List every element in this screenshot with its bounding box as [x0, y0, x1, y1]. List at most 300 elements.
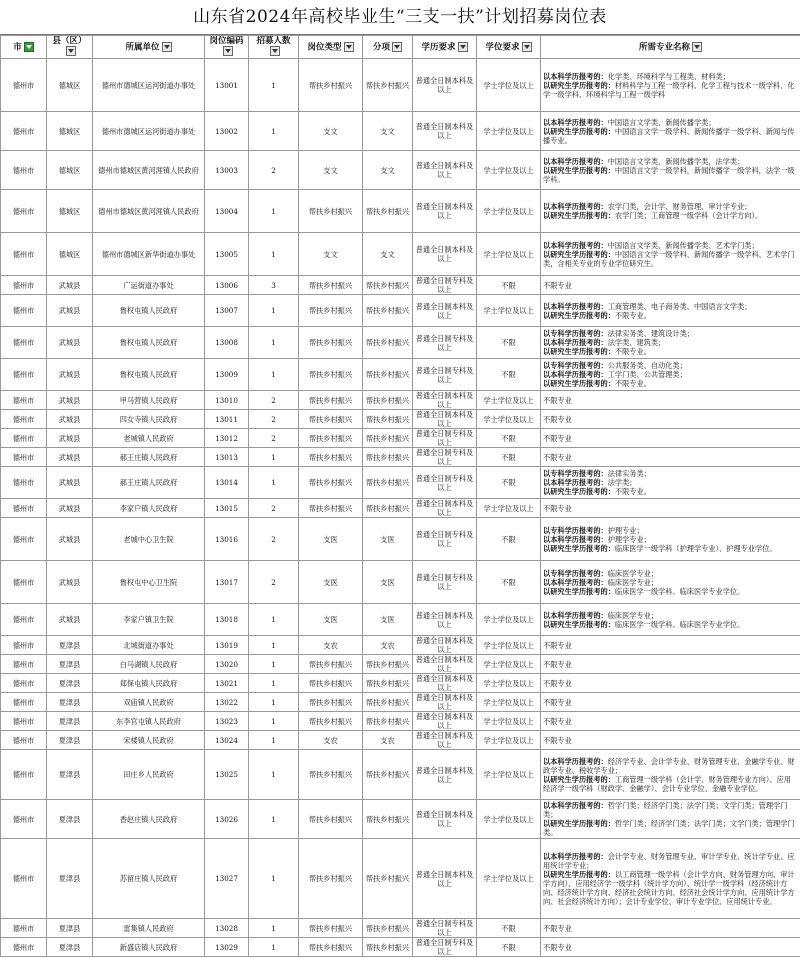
cell-code[interactable]: 13019: [205, 636, 249, 655]
cell-code[interactable]: 13027: [205, 839, 249, 919]
cell-city[interactable]: 德州市: [1, 750, 47, 800]
cell-edu[interactable]: 普通全日制本科及以上: [413, 295, 477, 327]
cell-edu[interactable]: 普通全日制专科及以上: [413, 429, 477, 448]
cell-city[interactable]: 德州市: [1, 391, 47, 410]
cell-major[interactable]: [541, 327, 800, 359]
cell-sub[interactable]: 帮扶乡村振兴: [363, 59, 413, 112]
cell-city[interactable]: 德州市: [1, 276, 47, 295]
cell-county[interactable]: 武城县: [47, 391, 93, 410]
cell-county[interactable]: 武城县: [47, 429, 93, 448]
cell-city[interactable]: 德州市: [1, 112, 47, 151]
cell-county[interactable]: 武城县: [47, 295, 93, 327]
cell-unit[interactable]: 郝王庄镇人民政府: [93, 467, 205, 499]
cell-count[interactable]: 1: [249, 693, 299, 712]
filter-dropdown-icon[interactable]: [270, 46, 280, 56]
cell-major[interactable]: [541, 693, 800, 712]
cell-unit[interactable]: 鲁权屯镇人民政府: [93, 295, 205, 327]
cell-edu[interactable]: 普通全日制专科及以上: [413, 467, 477, 499]
cell-county[interactable]: 夏津县: [47, 731, 93, 750]
cell-code[interactable]: 13007: [205, 295, 249, 327]
cell-degree[interactable]: 学士学位及以上: [477, 800, 541, 839]
cell-county[interactable]: 夏津县: [47, 839, 93, 919]
cell-count[interactable]: 2: [249, 561, 299, 604]
cell-major[interactable]: [541, 429, 800, 448]
cell-unit[interactable]: 宋楼镇人民政府: [93, 731, 205, 750]
cell-type[interactable]: 支农: [299, 636, 363, 655]
cell-count[interactable]: 1: [249, 295, 299, 327]
cell-sub[interactable]: 帮扶乡村振兴: [363, 674, 413, 693]
cell-edu[interactable]: 普通全日制本科及以上: [413, 233, 477, 276]
cell-count[interactable]: 2: [249, 499, 299, 518]
cell-degree[interactable]: 学士学位及以上: [477, 233, 541, 276]
cell-county[interactable]: 武城县: [47, 276, 93, 295]
cell-sub[interactable]: 帮扶乡村振兴: [363, 499, 413, 518]
cell-major[interactable]: [541, 636, 800, 655]
cell-city[interactable]: 德州市: [1, 151, 47, 190]
cell-edu[interactable]: 普通全日制本科及以上: [413, 693, 477, 712]
cell-code[interactable]: 13015: [205, 499, 249, 518]
cell-type[interactable]: 帮扶乡村振兴: [299, 839, 363, 919]
filter-dropdown-icon[interactable]: [66, 46, 76, 56]
cell-sub[interactable]: 帮扶乡村振兴: [363, 467, 413, 499]
cell-city[interactable]: 德州市: [1, 499, 47, 518]
cell-unit[interactable]: 德州市德城区运河街道办事处: [93, 59, 205, 112]
cell-type[interactable]: 帮扶乡村振兴: [299, 327, 363, 359]
cell-type[interactable]: 支文: [299, 112, 363, 151]
cell-code[interactable]: 13025: [205, 750, 249, 800]
cell-count[interactable]: 1: [249, 190, 299, 233]
cell-county[interactable]: 武城县: [47, 359, 93, 391]
cell-code[interactable]: 13022: [205, 693, 249, 712]
filter-dropdown-icon[interactable]: [522, 42, 532, 52]
cell-code[interactable]: 13011: [205, 410, 249, 429]
cell-count[interactable]: 2: [249, 410, 299, 429]
cell-type[interactable]: 支医: [299, 604, 363, 636]
cell-unit[interactable]: 老城中心卫生院: [93, 518, 205, 561]
cell-degree[interactable]: 学士学位及以上: [477, 693, 541, 712]
cell-sub[interactable]: 帮扶乡村振兴: [363, 359, 413, 391]
cell-count[interactable]: 1: [249, 919, 299, 938]
cell-code[interactable]: 13003: [205, 151, 249, 190]
cell-count[interactable]: 1: [249, 712, 299, 731]
cell-sub[interactable]: 帮扶乡村振兴: [363, 919, 413, 938]
cell-unit[interactable]: 德州市德城区新华街道办事处: [93, 233, 205, 276]
cell-code[interactable]: 13002: [205, 112, 249, 151]
cell-county[interactable]: 德城区: [47, 151, 93, 190]
cell-count[interactable]: 1: [249, 359, 299, 391]
cell-code[interactable]: 13020: [205, 655, 249, 674]
cell-unit[interactable]: 北城街道办事处: [93, 636, 205, 655]
cell-major[interactable]: [541, 655, 800, 674]
cell-type[interactable]: 支文: [299, 233, 363, 276]
cell-code[interactable]: 13005: [205, 233, 249, 276]
cell-degree[interactable]: 学士学位及以上: [477, 59, 541, 112]
cell-city[interactable]: 德州市: [1, 919, 47, 938]
cell-city[interactable]: 德州市: [1, 467, 47, 499]
cell-edu[interactable]: 普通全日制本科及以上: [413, 112, 477, 151]
cell-sub[interactable]: 支医: [363, 604, 413, 636]
cell-code[interactable]: 13023: [205, 712, 249, 731]
cell-city[interactable]: 德州市: [1, 429, 47, 448]
header-type[interactable]: 岗位类型: [299, 36, 363, 59]
cell-county[interactable]: 夏津县: [47, 800, 93, 839]
cell-type[interactable]: 支农: [299, 731, 363, 750]
cell-major[interactable]: [541, 467, 800, 499]
cell-city[interactable]: 德州市: [1, 448, 47, 467]
cell-edu[interactable]: 普通全日制本科及以上: [413, 59, 477, 112]
cell-major[interactable]: [541, 190, 800, 233]
filter-dropdown-icon[interactable]: [692, 42, 702, 52]
cell-edu[interactable]: 普通全日制专科及以上: [413, 919, 477, 938]
cell-sub[interactable]: 帮扶乡村振兴: [363, 800, 413, 839]
cell-unit[interactable]: 德州市德城区运河街道办事处: [93, 112, 205, 151]
cell-degree[interactable]: 学士学位及以上: [477, 731, 541, 750]
cell-degree[interactable]: 不限: [477, 919, 541, 938]
cell-code[interactable]: 13008: [205, 327, 249, 359]
cell-city[interactable]: 德州市: [1, 800, 47, 839]
cell-type[interactable]: 帮扶乡村振兴: [299, 655, 363, 674]
cell-edu[interactable]: 普通全日制本科及以上: [413, 410, 477, 429]
cell-degree[interactable]: 不限: [477, 276, 541, 295]
header-edu[interactable]: 学历要求: [413, 36, 477, 59]
cell-degree[interactable]: 学士学位及以上: [477, 750, 541, 800]
cell-type[interactable]: 帮扶乡村振兴: [299, 800, 363, 839]
cell-code[interactable]: 13001: [205, 59, 249, 112]
cell-type[interactable]: 帮扶乡村振兴: [299, 919, 363, 938]
cell-degree[interactable]: 不限: [477, 359, 541, 391]
cell-unit[interactable]: 双庙镇人民政府: [93, 693, 205, 712]
cell-edu[interactable]: 普通全日制本科及以上: [413, 674, 477, 693]
cell-city[interactable]: 德州市: [1, 518, 47, 561]
cell-degree[interactable]: 不限: [477, 518, 541, 561]
cell-type[interactable]: 帮扶乡村振兴: [299, 674, 363, 693]
cell-sub[interactable]: 帮扶乡村振兴: [363, 712, 413, 731]
cell-major[interactable]: [541, 561, 800, 604]
cell-sub[interactable]: 支文: [363, 233, 413, 276]
cell-county[interactable]: 武城县: [47, 327, 93, 359]
cell-unit[interactable]: 甲马营镇人民政府: [93, 391, 205, 410]
cell-degree[interactable]: 学士学位及以上: [477, 391, 541, 410]
cell-count[interactable]: 1: [249, 636, 299, 655]
cell-edu[interactable]: 普通全日制专科及以上: [413, 359, 477, 391]
cell-unit[interactable]: 新盛店镇人民政府: [93, 938, 205, 957]
cell-type[interactable]: 帮扶乡村振兴: [299, 499, 363, 518]
filter-dropdown-icon[interactable]: [223, 46, 233, 56]
cell-degree[interactable]: 学士学位及以上: [477, 410, 541, 429]
cell-city[interactable]: 德州市: [1, 295, 47, 327]
cell-sub[interactable]: 帮扶乡村振兴: [363, 655, 413, 674]
cell-count[interactable]: 1: [249, 604, 299, 636]
cell-type[interactable]: 帮扶乡村振兴: [299, 391, 363, 410]
cell-type[interactable]: 支文: [299, 151, 363, 190]
cell-county[interactable]: 武城县: [47, 561, 93, 604]
cell-edu[interactable]: 普通全日制本科及以上: [413, 636, 477, 655]
cell-type[interactable]: 支医: [299, 518, 363, 561]
cell-edu[interactable]: 普通全日制本科及以上: [413, 800, 477, 839]
header-code[interactable]: 岗位编码: [205, 36, 249, 59]
cell-sub[interactable]: 帮扶乡村振兴: [363, 750, 413, 800]
cell-edu[interactable]: 普通全日制本科及以上: [413, 151, 477, 190]
cell-major[interactable]: [541, 391, 800, 410]
cell-edu[interactable]: 普通全日制专科及以上: [413, 276, 477, 295]
cell-count[interactable]: 1: [249, 655, 299, 674]
cell-sub[interactable]: 帮扶乡村振兴: [363, 448, 413, 467]
cell-major[interactable]: [541, 359, 800, 391]
cell-major[interactable]: [541, 518, 800, 561]
cell-count[interactable]: 1: [249, 59, 299, 112]
cell-degree[interactable]: 不限: [477, 938, 541, 957]
cell-degree[interactable]: 不限: [477, 561, 541, 604]
header-sub[interactable]: 分项: [363, 36, 413, 59]
cell-unit[interactable]: 四女寺镇人民政府: [93, 410, 205, 429]
cell-sub[interactable]: 帮扶乡村振兴: [363, 190, 413, 233]
cell-type[interactable]: 帮扶乡村振兴: [299, 276, 363, 295]
cell-unit[interactable]: 鲁权屯中心卫生院: [93, 561, 205, 604]
cell-edu[interactable]: 普通全日制本科及以上: [413, 655, 477, 674]
cell-code[interactable]: 13029: [205, 938, 249, 957]
cell-city[interactable]: 德州市: [1, 731, 47, 750]
cell-degree[interactable]: 不限: [477, 448, 541, 467]
filter-dropdown-icon[interactable]: [162, 42, 172, 52]
cell-type[interactable]: 帮扶乡村振兴: [299, 750, 363, 800]
cell-degree[interactable]: 学士学位及以上: [477, 112, 541, 151]
cell-city[interactable]: 德州市: [1, 190, 47, 233]
cell-major[interactable]: [541, 674, 800, 693]
cell-type[interactable]: 帮扶乡村振兴: [299, 359, 363, 391]
filter-dropdown-icon[interactable]: [344, 42, 354, 52]
cell-major[interactable]: [541, 448, 800, 467]
cell-edu[interactable]: 普通全日制专科及以上: [413, 327, 477, 359]
cell-major[interactable]: [541, 712, 800, 731]
cell-major[interactable]: [541, 499, 800, 518]
cell-county[interactable]: 夏津县: [47, 674, 93, 693]
cell-degree[interactable]: 学士学位及以上: [477, 712, 541, 731]
cell-city[interactable]: 德州市: [1, 561, 47, 604]
cell-type[interactable]: 支医: [299, 561, 363, 604]
cell-unit[interactable]: 郑保屯镇人民政府: [93, 674, 205, 693]
cell-unit[interactable]: 雷集镇人民政府: [93, 919, 205, 938]
cell-major[interactable]: [541, 731, 800, 750]
cell-count[interactable]: 1: [249, 800, 299, 839]
cell-edu[interactable]: 普通全日制专科及以上: [413, 938, 477, 957]
cell-count[interactable]: 2: [249, 391, 299, 410]
cell-major[interactable]: [541, 839, 800, 919]
cell-city[interactable]: 德州市: [1, 839, 47, 919]
cell-count[interactable]: 1: [249, 233, 299, 276]
cell-edu[interactable]: 普通全日制本科及以上: [413, 604, 477, 636]
cell-unit[interactable]: 白马湖镇人民政府: [93, 655, 205, 674]
cell-county[interactable]: 武城县: [47, 448, 93, 467]
cell-type[interactable]: 帮扶乡村振兴: [299, 59, 363, 112]
cell-code[interactable]: 13028: [205, 919, 249, 938]
header-unit[interactable]: 所属单位: [93, 36, 205, 59]
cell-sub[interactable]: 支农: [363, 636, 413, 655]
cell-city[interactable]: 德州市: [1, 693, 47, 712]
cell-unit[interactable]: 鲁权屯镇人民政府: [93, 359, 205, 391]
cell-major[interactable]: [541, 919, 800, 938]
cell-city[interactable]: 德州市: [1, 327, 47, 359]
cell-edu[interactable]: 普通全日制本科及以上: [413, 712, 477, 731]
cell-degree[interactable]: 学士学位及以上: [477, 655, 541, 674]
cell-degree[interactable]: 学士学位及以上: [477, 604, 541, 636]
cell-type[interactable]: 帮扶乡村振兴: [299, 410, 363, 429]
cell-sub[interactable]: 支文: [363, 112, 413, 151]
cell-code[interactable]: 13006: [205, 276, 249, 295]
cell-major[interactable]: [541, 410, 800, 429]
cell-unit[interactable]: 郝王庄镇人民政府: [93, 448, 205, 467]
cell-type[interactable]: 帮扶乡村振兴: [299, 467, 363, 499]
cell-degree[interactable]: 学士学位及以上: [477, 636, 541, 655]
cell-code[interactable]: 13024: [205, 731, 249, 750]
cell-county[interactable]: 夏津县: [47, 712, 93, 731]
cell-code[interactable]: 13026: [205, 800, 249, 839]
cell-edu[interactable]: 普通全日制本科及以上: [413, 839, 477, 919]
cell-sub[interactable]: 帮扶乡村振兴: [363, 693, 413, 712]
cell-major[interactable]: [541, 233, 800, 276]
cell-sub[interactable]: 支文: [363, 151, 413, 190]
cell-degree[interactable]: 不限: [477, 429, 541, 448]
cell-code[interactable]: 13018: [205, 604, 249, 636]
cell-major[interactable]: [541, 112, 800, 151]
cell-county[interactable]: 武城县: [47, 518, 93, 561]
cell-count[interactable]: 1: [249, 467, 299, 499]
cell-county[interactable]: 武城县: [47, 604, 93, 636]
cell-unit[interactable]: 老城镇人民政府: [93, 429, 205, 448]
cell-type[interactable]: 帮扶乡村振兴: [299, 938, 363, 957]
cell-county[interactable]: 夏津县: [47, 636, 93, 655]
filter-active-icon[interactable]: [24, 42, 34, 52]
cell-sub[interactable]: 支医: [363, 518, 413, 561]
header-city[interactable]: 市: [1, 36, 47, 59]
cell-count[interactable]: 1: [249, 327, 299, 359]
cell-code[interactable]: 13004: [205, 190, 249, 233]
filter-dropdown-icon[interactable]: [392, 42, 402, 52]
cell-type[interactable]: 帮扶乡村振兴: [299, 190, 363, 233]
cell-count[interactable]: 1: [249, 112, 299, 151]
cell-sub[interactable]: 帮扶乡村振兴: [363, 295, 413, 327]
cell-count[interactable]: 2: [249, 429, 299, 448]
cell-sub[interactable]: 帮扶乡村振兴: [363, 276, 413, 295]
cell-code[interactable]: 13010: [205, 391, 249, 410]
cell-sub[interactable]: 支农: [363, 731, 413, 750]
cell-city[interactable]: 德州市: [1, 712, 47, 731]
cell-count[interactable]: 1: [249, 731, 299, 750]
cell-county[interactable]: 德城区: [47, 233, 93, 276]
cell-sub[interactable]: 帮扶乡村振兴: [363, 391, 413, 410]
cell-count[interactable]: 1: [249, 750, 299, 800]
cell-degree[interactable]: 学士学位及以上: [477, 295, 541, 327]
cell-unit[interactable]: 香赵庄镇人民政府: [93, 800, 205, 839]
cell-degree[interactable]: 不限: [477, 327, 541, 359]
cell-degree[interactable]: 学士学位及以上: [477, 499, 541, 518]
cell-unit[interactable]: 田庄乡人民政府: [93, 750, 205, 800]
cell-count[interactable]: 1: [249, 839, 299, 919]
cell-edu[interactable]: 普通全日制本科及以上: [413, 750, 477, 800]
cell-edu[interactable]: 普通全日制本科及以上: [413, 731, 477, 750]
filter-dropdown-icon[interactable]: [458, 42, 468, 52]
cell-city[interactable]: 德州市: [1, 59, 47, 112]
cell-unit[interactable]: 李家户镇人民政府: [93, 499, 205, 518]
cell-count[interactable]: 1: [249, 674, 299, 693]
cell-edu[interactable]: 普通全日制本科及以上: [413, 499, 477, 518]
cell-county[interactable]: 夏津县: [47, 655, 93, 674]
cell-degree[interactable]: 学士学位及以上: [477, 151, 541, 190]
cell-major[interactable]: [541, 276, 800, 295]
cell-sub[interactable]: 帮扶乡村振兴: [363, 839, 413, 919]
cell-degree[interactable]: 学士学位及以上: [477, 839, 541, 919]
cell-county[interactable]: 德城区: [47, 112, 93, 151]
cell-code[interactable]: 13017: [205, 561, 249, 604]
cell-unit[interactable]: 广运街道办事处: [93, 276, 205, 295]
cell-count[interactable]: 1: [249, 938, 299, 957]
cell-sub[interactable]: 帮扶乡村振兴: [363, 327, 413, 359]
cell-unit[interactable]: 东李官屯镇人民政府: [93, 712, 205, 731]
cell-major[interactable]: [541, 604, 800, 636]
cell-county[interactable]: 夏津县: [47, 750, 93, 800]
cell-count[interactable]: 3: [249, 276, 299, 295]
cell-sub[interactable]: 帮扶乡村振兴: [363, 938, 413, 957]
cell-major[interactable]: [541, 938, 800, 957]
cell-major[interactable]: [541, 151, 800, 190]
header-degree[interactable]: 学位要求: [477, 36, 541, 59]
cell-degree[interactable]: 不限: [477, 467, 541, 499]
cell-count[interactable]: 2: [249, 518, 299, 561]
cell-sub[interactable]: 支医: [363, 561, 413, 604]
cell-code[interactable]: 13016: [205, 518, 249, 561]
cell-type[interactable]: 帮扶乡村振兴: [299, 693, 363, 712]
cell-type[interactable]: 帮扶乡村振兴: [299, 429, 363, 448]
cell-code[interactable]: 13012: [205, 429, 249, 448]
cell-county[interactable]: 武城县: [47, 467, 93, 499]
cell-edu[interactable]: 普通全日制专科及以上: [413, 518, 477, 561]
cell-sub[interactable]: 帮扶乡村振兴: [363, 429, 413, 448]
cell-city[interactable]: 德州市: [1, 674, 47, 693]
cell-unit[interactable]: 鲁权屯镇人民政府: [93, 327, 205, 359]
cell-unit[interactable]: 德州市德城区黄河涯镇人民政府: [93, 190, 205, 233]
cell-type[interactable]: 帮扶乡村振兴: [299, 448, 363, 467]
header-county[interactable]: 县（区）: [47, 36, 93, 59]
cell-edu[interactable]: 普通全日制本科及以上: [413, 391, 477, 410]
cell-county[interactable]: 武城县: [47, 499, 93, 518]
cell-city[interactable]: 德州市: [1, 233, 47, 276]
cell-city[interactable]: 德州市: [1, 938, 47, 957]
cell-major[interactable]: [541, 750, 800, 800]
cell-city[interactable]: 德州市: [1, 359, 47, 391]
cell-unit[interactable]: 苏留庄镇人民政府: [93, 839, 205, 919]
cell-city[interactable]: 德州市: [1, 636, 47, 655]
cell-city[interactable]: 德州市: [1, 410, 47, 429]
cell-code[interactable]: 13013: [205, 448, 249, 467]
cell-county[interactable]: 德城区: [47, 190, 93, 233]
cell-county[interactable]: 夏津县: [47, 938, 93, 957]
cell-count[interactable]: 2: [249, 151, 299, 190]
cell-unit[interactable]: 德州市德城区黄河涯镇人民政府: [93, 151, 205, 190]
cell-city[interactable]: 德州市: [1, 604, 47, 636]
cell-unit[interactable]: 李家户镇卫生院: [93, 604, 205, 636]
cell-count[interactable]: 1: [249, 448, 299, 467]
cell-county[interactable]: 夏津县: [47, 693, 93, 712]
cell-edu[interactable]: 普通全日制专科及以上: [413, 561, 477, 604]
cell-major[interactable]: [541, 800, 800, 839]
header-count[interactable]: 招募人数: [249, 36, 299, 59]
header-major[interactable]: 所需专业名称: [541, 36, 800, 59]
cell-type[interactable]: 帮扶乡村振兴: [299, 295, 363, 327]
cell-type[interactable]: 帮扶乡村振兴: [299, 712, 363, 731]
cell-degree[interactable]: 学士学位及以上: [477, 190, 541, 233]
cell-degree[interactable]: 学士学位及以上: [477, 674, 541, 693]
cell-county[interactable]: 夏津县: [47, 919, 93, 938]
cell-sub[interactable]: 帮扶乡村振兴: [363, 410, 413, 429]
